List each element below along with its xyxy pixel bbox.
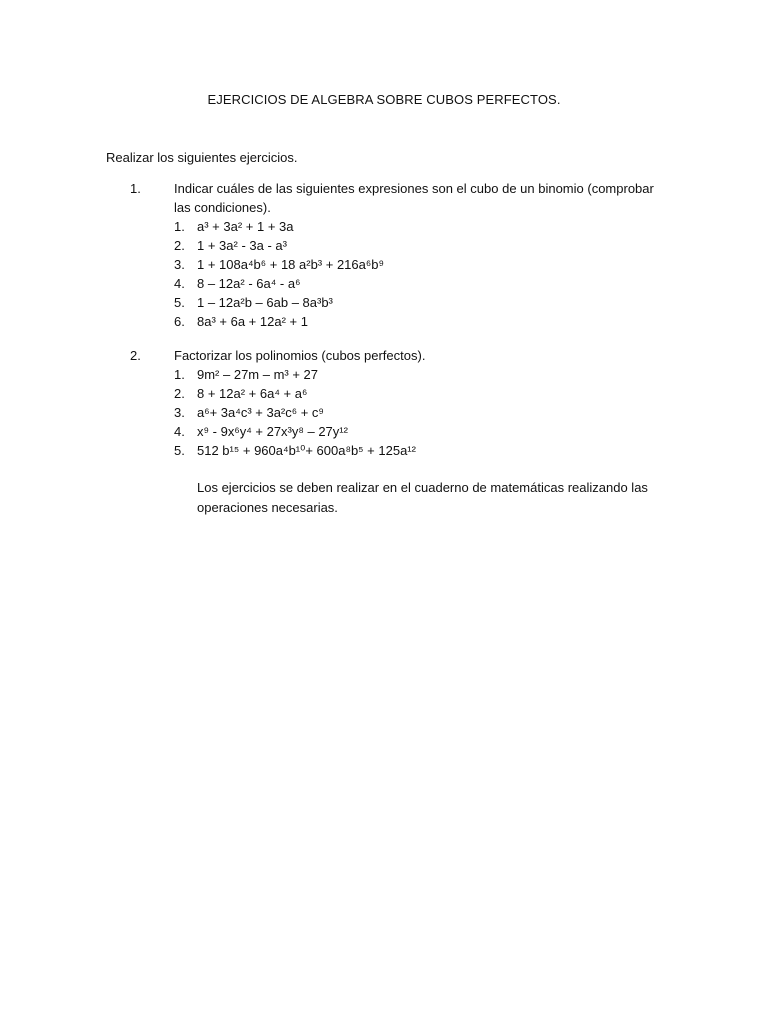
list-item	[174, 217, 670, 236]
item-expression: 8 – 12a² - 6a⁴ - a⁶	[197, 276, 301, 291]
list-item	[174, 274, 670, 293]
list-item	[174, 384, 670, 403]
item-expression: 8 + 12a² + 6a⁴ + a⁶	[197, 386, 308, 401]
list-item	[174, 255, 670, 274]
list-item	[174, 441, 670, 460]
polynomial-list	[130, 365, 670, 460]
item-expression: 512 b¹⁵ + 960a⁴b¹⁰+ 600a⁸b⁵ + 125a¹²	[197, 443, 416, 458]
item-expression: 9m² – 27m – m³ + 27	[197, 367, 319, 382]
item-expression: 8a³ + 6a + 12a² + 1	[197, 314, 308, 329]
item-number: 3.	[174, 257, 185, 272]
closing-note: Los ejercicios se deben realizar en el cuaderno de matemáticas realizando las operaciones necesarias.	[197, 480, 648, 515]
item-expression: a³ + 3a² + 1 + 3a	[197, 219, 294, 234]
item-expression: x⁹ - 9x⁶y⁴ + 27x³y⁸ – 27y¹²	[197, 424, 348, 439]
section-instruction: Indicar cuáles de las siguientes expresiones son el cubo de un binomio (comprobar las condiciones).	[174, 181, 654, 215]
item-number: 1.	[174, 367, 185, 382]
item-number: 1.	[174, 219, 185, 234]
list-item	[174, 403, 670, 422]
list-item	[174, 422, 670, 441]
exercise-section-1	[130, 179, 670, 331]
document-title: EJERCICIOS DE ALGEBRA SOBRE CUBOS PERFECTOS.	[207, 92, 561, 107]
item-number: 5.	[174, 295, 185, 310]
section-instruction: Factorizar los polinomios (cubos perfectos).	[174, 348, 426, 363]
item-number: 5.	[174, 443, 185, 458]
item-number: 6.	[174, 314, 185, 329]
section-number: 2.	[130, 348, 141, 363]
item-expression: 1 + 3a² - 3a - a³	[197, 238, 287, 253]
item-number: 3.	[174, 405, 185, 420]
section-heading	[130, 179, 670, 217]
intro-text: Realizar los siguientes ejercicios.	[106, 150, 298, 165]
list-item	[174, 293, 670, 312]
expression-list	[130, 217, 670, 331]
list-item	[174, 312, 670, 331]
section-heading	[130, 346, 670, 365]
item-number: 4.	[174, 276, 185, 291]
item-number: 2.	[174, 386, 185, 401]
item-expression: a⁶+ 3a⁴c³ + 3a²c⁶ + c⁹	[197, 405, 324, 420]
item-number: 4.	[174, 424, 185, 439]
list-item	[174, 236, 670, 255]
item-expression: 1 + 108a⁴b⁶ + 18 a²b³ + 216a⁶b⁹	[197, 257, 385, 272]
item-number: 2.	[174, 238, 185, 253]
section-number: 1.	[130, 181, 141, 196]
list-item	[174, 365, 670, 384]
item-expression: 1 – 12a²b – 6ab – 8a³b³	[197, 295, 333, 310]
exercise-section-2	[130, 346, 670, 460]
